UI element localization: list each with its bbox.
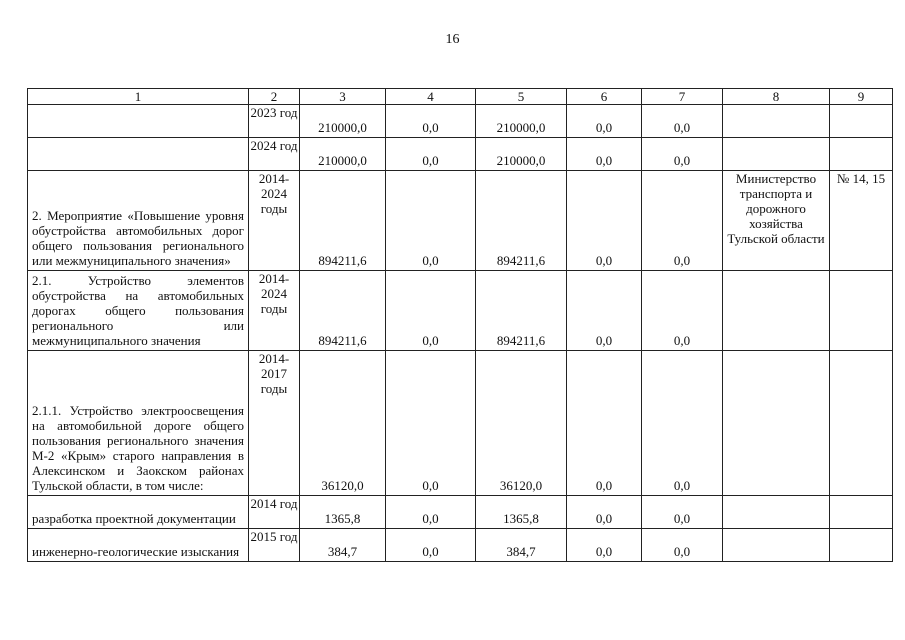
table-row: [28, 105, 893, 138]
header-cell: 6: [567, 89, 642, 105]
executor-cell: [723, 351, 830, 496]
amount-cell: 384,7: [476, 529, 567, 562]
amount-cell: 0,0: [386, 351, 476, 496]
activity-cell: 2.1.1. Устройство электроосвещения на автомобильной дороге общего пользования регионального значения М-2 «Крым» старого направления в Алексинском и Заокском районах Тульской области, в том числе:: [28, 351, 249, 496]
period-cell: 2014-2024 годы: [249, 171, 300, 271]
amount-cell: 0,0: [386, 171, 476, 271]
indicator-cell: № 14, 15: [830, 171, 893, 271]
header-cell: 7: [642, 89, 723, 105]
amount-cell: 0,0: [386, 138, 476, 171]
amount-cell: 210000,0: [300, 138, 386, 171]
budget-table: [27, 88, 893, 562]
executor-cell: [723, 271, 830, 351]
amount-cell: 0,0: [567, 171, 642, 271]
indicator-cell: [830, 271, 893, 351]
table-row: [28, 171, 893, 271]
amount-cell: 36120,0: [476, 351, 567, 496]
executor-cell: Министерство транспорта и дорожного хозяйства Тульской области: [723, 171, 830, 271]
table-row: [28, 271, 893, 351]
amount-cell: 0,0: [567, 351, 642, 496]
activity-cell: инженерно-геологические изыскания: [28, 529, 249, 562]
amount-cell: 0,0: [567, 529, 642, 562]
page-number: 16: [445, 32, 460, 47]
amount-cell: 0,0: [642, 271, 723, 351]
period-cell: 2015 год: [249, 529, 300, 562]
period-cell: 2014-2024 годы: [249, 271, 300, 351]
table-row: [28, 496, 893, 529]
header-cell: 2: [249, 89, 300, 105]
header-cell: 9: [830, 89, 893, 105]
header-row: [28, 89, 893, 105]
table-row: [28, 351, 893, 496]
amount-cell: 0,0: [386, 271, 476, 351]
executor-cell: [723, 529, 830, 562]
header-cell: 5: [476, 89, 567, 105]
period-cell: 2023 год: [249, 105, 300, 138]
table-row: [28, 138, 893, 171]
amount-cell: 0,0: [642, 105, 723, 138]
table-row: [28, 529, 893, 562]
header-cell: 4: [386, 89, 476, 105]
period-cell: 2014-2017 годы: [249, 351, 300, 496]
amount-cell: 0,0: [642, 171, 723, 271]
header-cell: 8: [723, 89, 830, 105]
amount-cell: 894211,6: [476, 271, 567, 351]
indicator-cell: [830, 138, 893, 171]
amount-cell: 894211,6: [300, 171, 386, 271]
indicator-cell: [830, 496, 893, 529]
period-cell: 2014 год: [249, 496, 300, 529]
amount-cell: 210000,0: [476, 138, 567, 171]
amount-cell: 36120,0: [300, 351, 386, 496]
executor-cell: [723, 105, 830, 138]
indicator-cell: [830, 529, 893, 562]
amount-cell: 894211,6: [300, 271, 386, 351]
executor-cell: [723, 138, 830, 171]
header-cell: 1: [28, 89, 249, 105]
amount-cell: 210000,0: [476, 105, 567, 138]
amount-cell: 894211,6: [476, 171, 567, 271]
amount-cell: 210000,0: [300, 105, 386, 138]
period-cell: 2024 год: [249, 138, 300, 171]
amount-cell: 0,0: [567, 271, 642, 351]
activity-cell: [28, 138, 249, 171]
amount-cell: 0,0: [567, 138, 642, 171]
indicator-cell: [830, 105, 893, 138]
amount-cell: 0,0: [386, 105, 476, 138]
executor-cell: [723, 496, 830, 529]
amount-cell: 0,0: [642, 138, 723, 171]
amount-cell: 384,7: [300, 529, 386, 562]
amount-cell: 1365,8: [476, 496, 567, 529]
activity-cell: 2. Мероприятие «Повышение уровня обустройства автомобильных дорог общего пользования регионального или межмуниципального значения»: [28, 171, 249, 271]
amount-cell: 0,0: [567, 496, 642, 529]
amount-cell: 0,0: [386, 496, 476, 529]
amount-cell: 0,0: [642, 351, 723, 496]
activity-cell: 2.1. Устройство элементов обустройства на автомобильных дорогах общего пользования регионального или межмуниципального значения: [28, 271, 249, 351]
amount-cell: 0,0: [567, 105, 642, 138]
activity-cell: [28, 105, 249, 138]
indicator-cell: [830, 351, 893, 496]
header-cell: 3: [300, 89, 386, 105]
amount-cell: 0,0: [386, 529, 476, 562]
amount-cell: 0,0: [642, 529, 723, 562]
amount-cell: 0,0: [642, 496, 723, 529]
activity-cell: разработка проектной документации: [28, 496, 249, 529]
amount-cell: 1365,8: [300, 496, 386, 529]
